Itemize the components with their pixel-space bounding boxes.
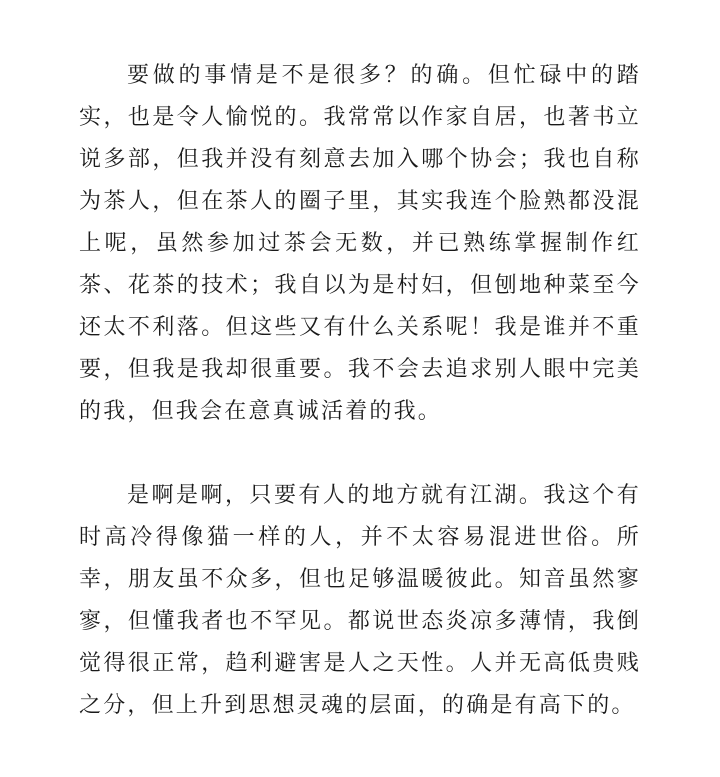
paragraph-2: 是啊是啊，只要有人的地方就有江湖。我这个有时高冷得像猫一样的人，并不太容易混进世俗。所幸，朋友虽不众多，但也足够温暖彼此。知音虽然寥寥，但懂我者也不罕见。都说世态炎凉多薄情，我倒觉得很正常，趋利避害是人之天性。人并无高低贵贱之分，但上升到思想灵魂的层面，的确是有高下的。 (79, 483, 641, 718)
paragraph-1: 要做的事情是不是很多？的确。但忙碌中的踏实，也是令人愉悦的。我常常以作家自居，也著书立说多部，但我并没有刻意去加入哪个协会；我也自称为茶人，但在茶人的圈子里，其实我连个脸熟都没混上呢，虽然参加过茶会无数，并已熟练掌握制作红茶、花茶的技术；我自以为是村妇，但刨地种菜至今还太不利落。但这些又有什么关系呢！我是谁并不重要，但我是我却很重要。我不会去追求别人眼中完美的我，但我会在意真诚活着的我。 (79, 63, 641, 424)
document-page (79, 55, 641, 727)
